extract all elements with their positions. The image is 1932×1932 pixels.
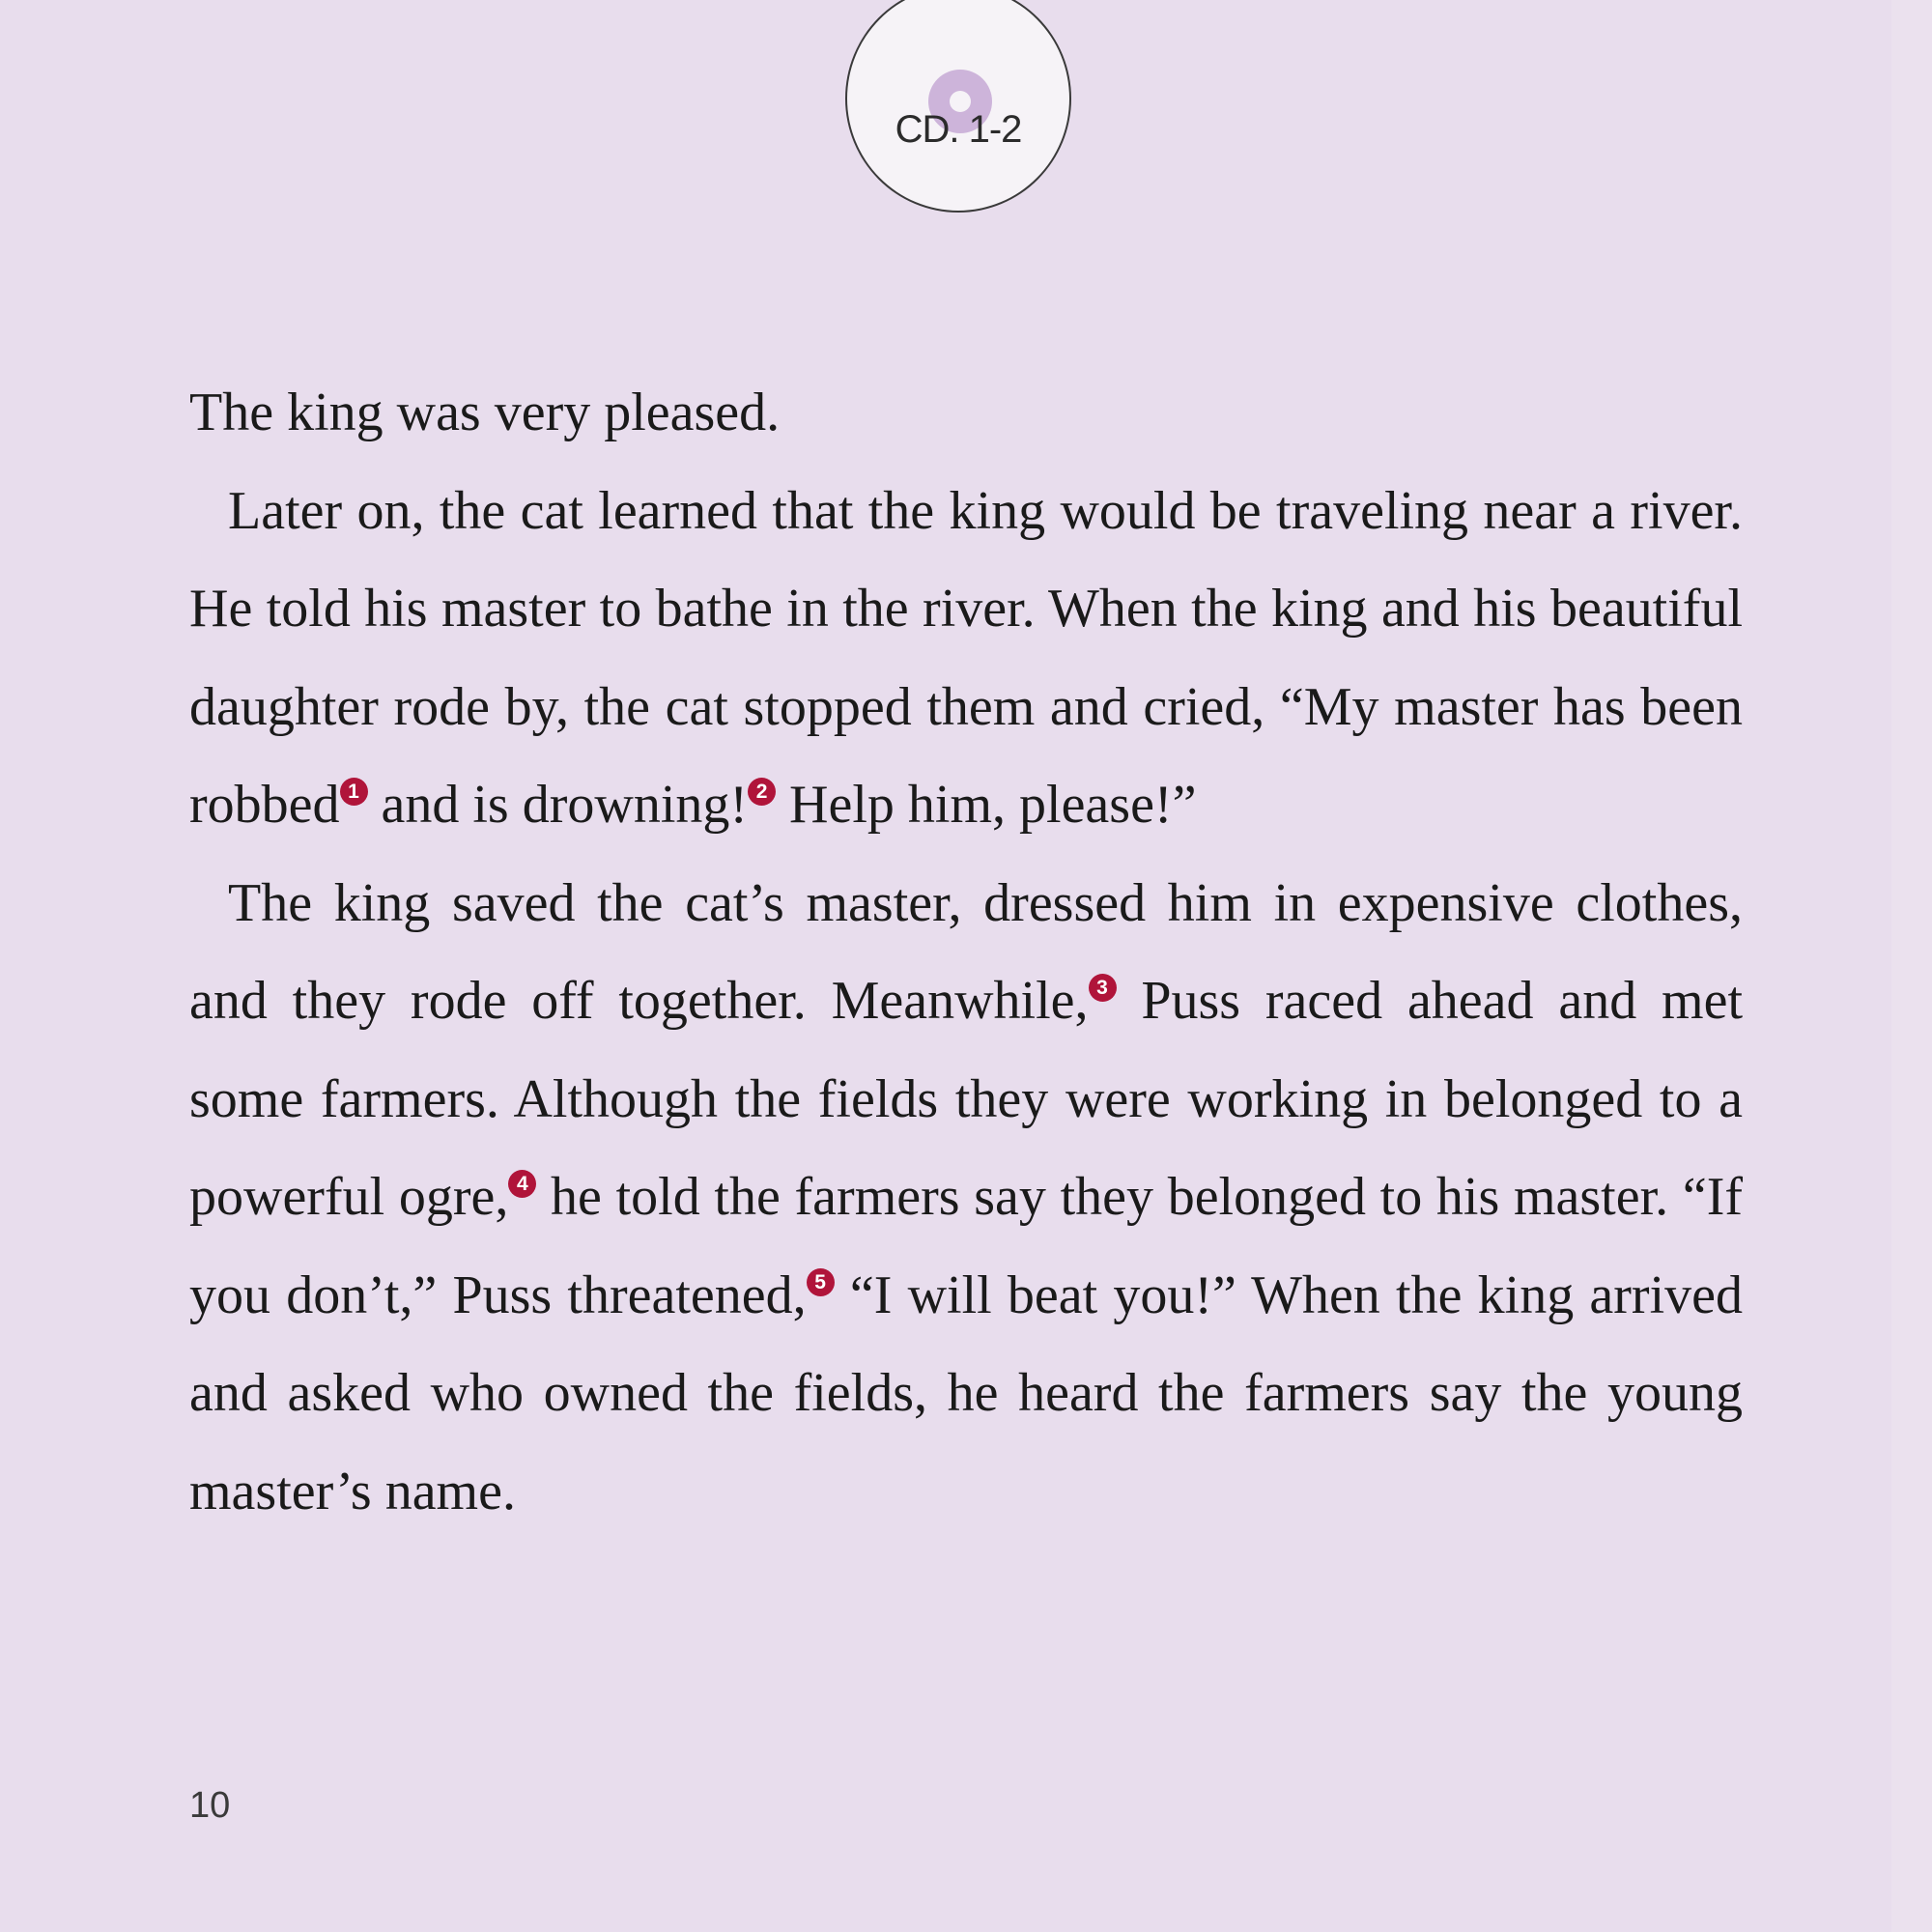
cd-track-badge: [845, 0, 1071, 213]
note-marker-1: 1: [340, 778, 368, 806]
paragraph-3-text-4: “I will beat you!” When the king arrived and asked who owned the fields, he heard the farmers say the young master’s name.: [189, 1264, 1743, 1521]
paragraph-2-text-3: Help him, please!”: [776, 775, 1197, 835]
paragraph-3-text-3: he told the farmers say they belonged to his master. “If you don’t,” Puss threatened,: [189, 1167, 1744, 1325]
story-text: [189, 364, 1743, 1541]
note-marker-2: 2: [748, 778, 776, 806]
page-number: 10: [189, 1785, 231, 1826]
paragraph-1: [189, 364, 1743, 463]
note-marker-4: 4: [508, 1170, 536, 1198]
cd-track-label: CD. 1-2: [895, 108, 1022, 151]
paragraph-3-text-2: Puss raced ahead and met some farmers. Although the fields they were working in belonged to a powerful ogre,: [189, 971, 1743, 1227]
paragraph-3: [189, 855, 1743, 1542]
note-marker-3: 3: [1089, 974, 1117, 1002]
paragraph-3-text-1: The king saved the cat’s master, dressed him in expensive clothes, and they rode off together. Meanwhile,: [189, 872, 1743, 1031]
paragraph-2-text-1: Later on, the cat learned that the king would be traveling near a river. He told his master to bathe in the river. When the king and his beautiful daughter rode by, the cat stopped them and cried, “My master has been robbed: [189, 480, 1743, 835]
paragraph-2-text-2: and is drowning!: [367, 775, 749, 835]
paragraph-2: [189, 463, 1743, 855]
paragraph-1-text: The king was very pleased.: [189, 383, 781, 442]
adjacent-page-edge: [1891, 0, 1932, 1932]
note-marker-5: 5: [807, 1268, 835, 1296]
